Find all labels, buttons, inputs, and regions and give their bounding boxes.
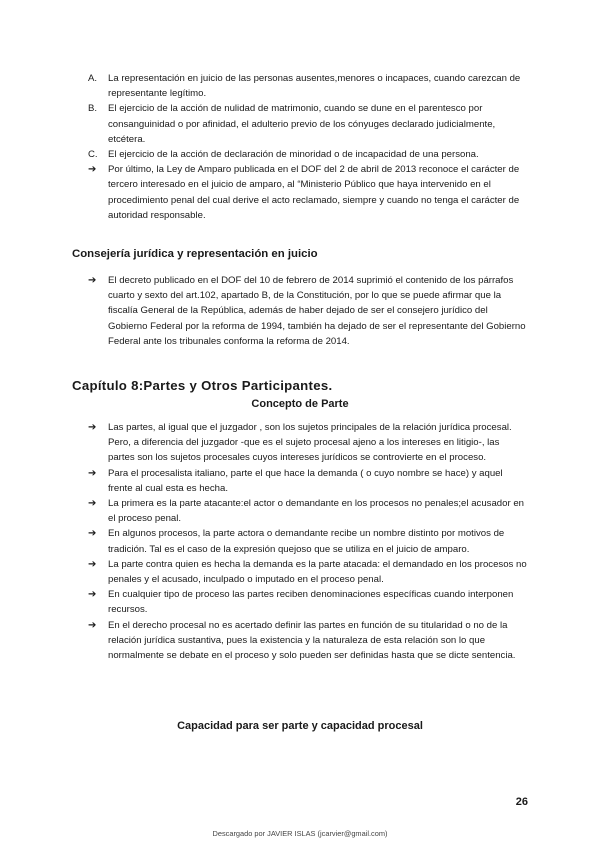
list-item xyxy=(88,147,528,162)
list-item xyxy=(88,496,528,526)
list-item-text: En algunos procesos, la parte actora o demandante recibe un nombre distinto por motivos de tradición. Tal es el caso de la expresión quejoso que se utiliza en el juicio de amparo. xyxy=(108,528,505,555)
enumerated-list xyxy=(88,71,528,223)
section-heading-consejeria: Consejería jurídica y representación en juicio xyxy=(72,248,318,260)
arrow-bullet-icon: ➔ xyxy=(88,467,97,479)
list-item-text: La representación en juicio de las personas ausentes,menores o incapaces, cuando carezcan de representante legítimo. xyxy=(108,73,521,100)
arrow-bullet-icon: ➔ xyxy=(88,164,97,176)
list-marker: C. xyxy=(88,149,98,161)
list-item-text: El decreto publicado en el DOF del 10 de febrero de 2014 suprimió el contenido de los párrafos cuarto y sexto del art.102, apartado B, de la Constitución, por lo que se puede afirmar que la fiscalía General de la República, además de haber dejado de ser el consejero jurídico del Gobierno Federal por la reforma de 1994, también ha dejado de ser el representante del Gobierno Federal ante los tribunales conforma la reforma de 2014. xyxy=(108,275,526,347)
list-item xyxy=(88,587,528,617)
list-item-text: En cualquier tipo de proceso las partes reciben denominaciones específicas cuando interponen recursos. xyxy=(108,589,514,616)
bullet-list-consejeria xyxy=(88,273,528,349)
list-item-text: Para el procesalista italiano, parte el que hace la demanda ( o cuyo nombre se hace) y aquel frente al cual esta es hecha. xyxy=(108,467,503,494)
download-footer: Descargado por JAVIER ISLAS (jcarvier@gmail.com) xyxy=(212,829,388,838)
list-item-text: La parte contra quien es hecha la demanda es la parte atacada: el demandado en los procesos no penales y el acusado, inculpado o imputado en el proceso penal. xyxy=(108,558,527,586)
arrow-bullet-icon: ➔ xyxy=(88,589,97,601)
list-item xyxy=(88,557,528,587)
list-marker: A. xyxy=(88,73,98,84)
list-item xyxy=(88,466,528,496)
list-item xyxy=(88,162,528,223)
chapter-heading: Capítulo 8:Partes y Otros Participantes. xyxy=(72,378,333,393)
list-item xyxy=(88,420,528,466)
section-heading-concepto: Concepto de Parte xyxy=(251,398,349,410)
list-item xyxy=(88,101,528,147)
list-item-text: La primera es la parte atacante:el actor o demandante en los procesos no penales;el acusador en el proceso penal. xyxy=(108,498,524,525)
section-heading-capacidad: Capacidad para ser parte y capacidad procesal xyxy=(177,720,423,732)
arrow-bullet-icon: ➔ xyxy=(88,422,97,433)
list-item-text: El ejercicio de la acción de nulidad de matrimonio, cuando se dune en el parentesco por consanguinidad o por afinidad, el adulterio previo de los cónyuges declarado judicialmente, etcétera. xyxy=(108,103,496,145)
list-item-text: El ejercicio de la acción de declaración de minoridad o de incapacidad de una persona. xyxy=(108,149,479,161)
page-number: 26 xyxy=(515,796,528,808)
arrow-bullet-icon: ➔ xyxy=(88,528,97,540)
arrow-bullet-icon: ➔ xyxy=(88,619,97,631)
list-item-text: En el derecho procesal no es acertado definir las partes en función de su titularidad o no de la relación jurídica sustantiva, pues la existencia y la naturaleza de esta relación son lo que normalmente se debate en el proceso y solo pueden ser definidas hasta que se dicte sentencia. xyxy=(108,619,516,662)
list-item xyxy=(88,618,528,664)
arrow-bullet-icon: ➔ xyxy=(88,558,97,570)
list-item-text: Por último, la Ley de Amparo publicada en el DOF del 2 de abril de 2013 reconoce el carácter de tercero interesado en el juicio de amparo, al “Ministerio Público que haya intervenido en el procedimiento penal del cual derive el acto reclamado, siempre y cuando no tenga el carácter de autoridad responsable. xyxy=(108,164,520,221)
bullet-list-partes xyxy=(88,420,528,663)
list-item xyxy=(88,526,528,556)
list-item xyxy=(88,71,528,101)
list-item xyxy=(88,273,528,349)
list-marker: B. xyxy=(88,103,98,115)
list-item-text: Las partes, al igual que el juzgador , son los sujetos principales de la relación jurídica procesal. Pero, a diferencia del juzgador -que es el sujeto procesal ajeno a los intereses en litigio-, las partes son los sujetos procesales cuyos intereses jurídicos se controvierte en el proceso. xyxy=(108,422,512,464)
arrow-bullet-icon: ➔ xyxy=(88,275,97,286)
arrow-bullet-icon: ➔ xyxy=(88,498,97,510)
